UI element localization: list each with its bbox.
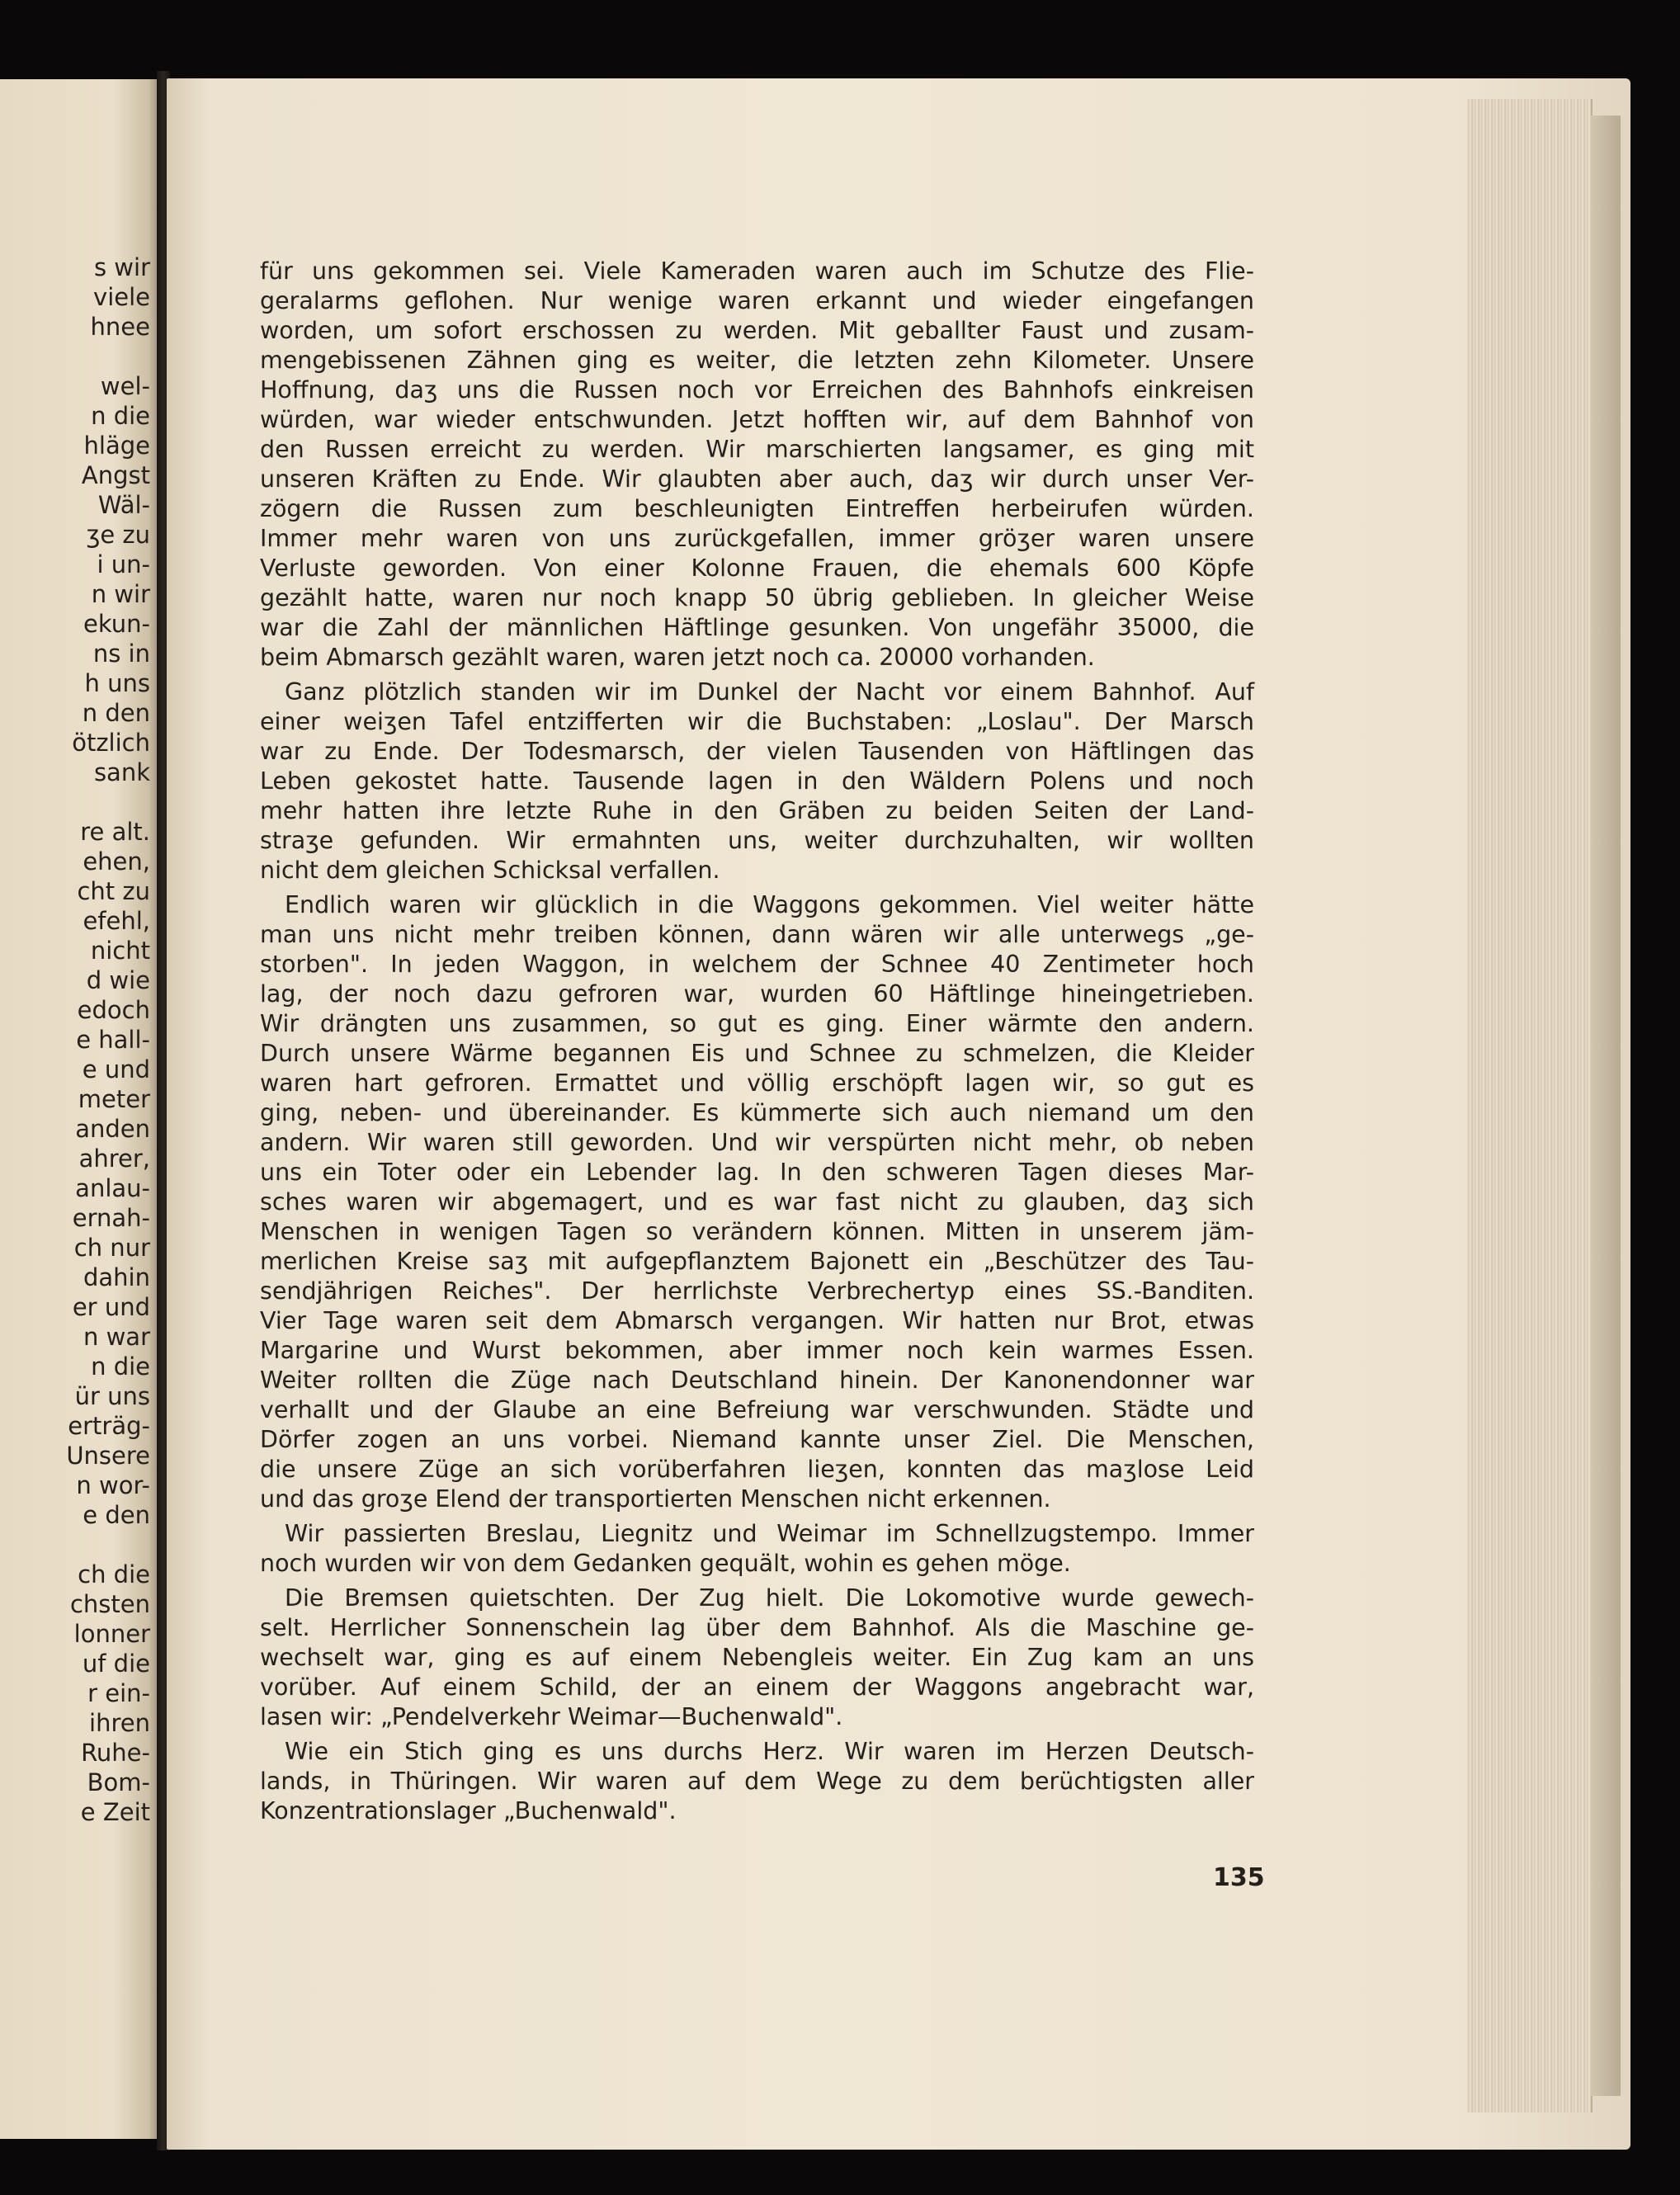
text-line: storben". In jeden Waggon, in welchem der Schnee 40 Zentimeter hoch	[260, 951, 1254, 978]
text-line: Weiter rollten die Züge nach Deutschland hinein. Der Kanonendonner war	[260, 1367, 1254, 1394]
left-page-line	[66, 342, 150, 371]
text-line: worden, um sofort erschossen zu werden. Mit geballter Faust und zusam-	[260, 317, 1254, 344]
text-line: Wie ein Stich ging es uns durchs Herz. Wir waren im Herzen Deutsch-	[285, 1738, 1254, 1765]
text-line: sendjährigen Reiches". Der herrlichste Verbrechertyp eines SS.-Banditen.	[260, 1277, 1254, 1305]
page-edges	[1467, 99, 1593, 2112]
left-page-line: cht zu	[77, 877, 150, 905]
text-line: und das groʒe Elend der transportierten Menschen nicht erkennen.	[260, 1485, 1051, 1513]
left-page-line: d wie	[86, 966, 150, 994]
left-page-text	[66, 253, 150, 1827]
main-text-block	[260, 257, 1254, 1831]
left-page-line: ahrer,	[78, 1145, 150, 1173]
left-page-line: n war	[83, 1323, 150, 1351]
text-line: vorüber. Auf einem Schild, der an einem der Waggons angebracht war,	[260, 1673, 1254, 1701]
left-page-line: Angst	[81, 461, 150, 489]
left-page-line: ch nur	[73, 1234, 150, 1262]
left-page-line: efehl,	[83, 907, 150, 935]
text-line: Menschen in wenigen Tagen so verändern können. Mitten in unserem jäm-	[260, 1218, 1254, 1245]
text-line: waren hart gefroren. Ermattet und völlig erschöpft lagen wir, so gut es	[260, 1069, 1254, 1097]
left-page-line: Wäl-	[97, 491, 150, 519]
text-line: lands, in Thüringen. Wir waren auf dem Wege zu dem berüchtigsten aller	[260, 1768, 1254, 1795]
left-page-line: n den	[82, 699, 150, 727]
text-line: ging, neben- und übereinander. Es kümmerte sich auch niemand um den	[260, 1099, 1254, 1126]
left-page-line: viele	[93, 283, 150, 311]
text-line: Wir passierten Breslau, Liegnitz und Weimar im Schnellzugstempo. Immer	[285, 1520, 1254, 1547]
text-line: sches waren wir abgemagert, und es war fast nicht zu glauben, daʒ sich	[260, 1188, 1254, 1216]
left-page-line: n die	[91, 402, 150, 430]
text-line: mehr hatten ihre letzte Ruhe in den Gräben zu beiden Seiten der Land-	[260, 797, 1254, 824]
left-page-line: ür uns	[74, 1382, 150, 1410]
text-line: lag, der noch dazu gefroren war, wurden 60 Häftlinge hineingetrieben.	[260, 980, 1254, 1008]
left-page-line: edoch	[77, 996, 150, 1024]
text-line: war zu Ende. Der Todesmarsch, der vielen Tausenden von Häftlingen das	[260, 738, 1254, 765]
left-page-line: nicht	[90, 937, 150, 965]
left-page-line: ekun-	[83, 610, 150, 638]
left-page-line: meter	[78, 1085, 150, 1113]
left-page-line: e den	[83, 1501, 150, 1529]
left-page-line: hnee	[90, 313, 150, 341]
text-line: die unsere Züge an sich vorüberfahren lieʒen, konnten das maʒlose Leid	[260, 1456, 1254, 1483]
left-page-line: erträg-	[68, 1412, 150, 1440]
text-line: Immer mehr waren von uns zurückgefallen, immer gröʒer waren unsere	[260, 525, 1254, 552]
left-page-line: e Zeit	[80, 1798, 150, 1826]
paragraph	[260, 1584, 1254, 1732]
left-page-line: ehen,	[83, 847, 150, 876]
text-line: wechselt war, ging es auf einem Nebengleis weiter. Ein Zug kam an uns	[260, 1644, 1254, 1671]
text-line: Durch unsere Wärme begannen Eis und Schnee zu schmelzen, die Kleider	[260, 1040, 1254, 1067]
book-cover-edge	[1591, 116, 1621, 2096]
left-page-line: s wir	[93, 253, 150, 281]
page-number: 135	[1213, 1863, 1265, 1892]
left-page-line: ʒe zu	[86, 521, 150, 549]
text-line: gezählt hatte, waren nur noch knapp 50 übrig geblieben. In gleicher Weise	[260, 584, 1254, 611]
left-page-line	[66, 1530, 150, 1560]
text-line: beim Abmarsch gezählt waren, waren jetzt noch ca. 20000 vorhanden.	[260, 644, 1095, 671]
left-page-line	[66, 787, 150, 817]
text-line: einer weiʒen Tafel entzifferten wir die Buchstaben: „Loslau". Der Marsch	[260, 708, 1254, 735]
paragraph	[260, 1519, 1254, 1579]
left-page-line: sank	[93, 758, 150, 786]
text-line: Vier Tage waren seit dem Abmarsch vergangen. Wir hatten nur Brot, etwas	[260, 1307, 1254, 1334]
paragraph	[260, 257, 1254, 673]
text-line: nicht dem gleichen Schicksal verfallen.	[260, 857, 720, 884]
left-page-line: wel-	[100, 372, 150, 400]
text-line: man uns nicht mehr treiben können, dann wären wir alle unterwegs „ge-	[260, 921, 1254, 948]
left-page-line: Unsere	[66, 1442, 150, 1470]
text-line: noch wurden wir von dem Gedanken gequält, wohin es gehen möge.	[260, 1550, 1071, 1577]
left-page-line: n wir	[91, 580, 150, 608]
left-page-line: e hall-	[76, 1026, 150, 1054]
left-page-line: ch die	[78, 1560, 150, 1588]
text-line: Konzentrationslager „Buchenwald".	[260, 1797, 677, 1824]
text-line: lasen wir: „Pendelverkehr Weimar—Buchenwald".	[260, 1703, 843, 1730]
text-line: Wir drängten uns zusammen, so gut es ging. Einer wärmte den andern.	[260, 1010, 1254, 1037]
text-line: für uns gekommen sei. Viele Kameraden waren auch im Schutze des Flie-	[260, 257, 1254, 285]
left-page-line: h uns	[84, 669, 150, 697]
left-page-line: n die	[91, 1352, 150, 1381]
text-line: andern. Wir waren still geworden. Und wir verspürten nicht mehr, ob neben	[260, 1129, 1254, 1156]
text-line: war die Zahl der männlichen Häftlinge gesunken. Von ungefähr 35000, die	[260, 614, 1254, 641]
left-page-line: uf die	[82, 1650, 150, 1678]
left-page-line: anden	[75, 1115, 150, 1143]
left-page-line: ötzlich	[72, 729, 150, 757]
left-page-line: re alt.	[80, 818, 150, 846]
text-line: Margarine und Wurst bekommen, aber immer noch kein warmes Essen.	[260, 1337, 1254, 1364]
left-page-line: chsten	[69, 1590, 150, 1618]
paragraph	[260, 677, 1254, 885]
text-line: Verluste geworden. Von einer Kolonne Frauen, die ehemals 600 Köpfe	[260, 555, 1254, 582]
text-line: Hoffnung, daʒ uns die Russen noch vor Erreichen des Bahnhofs einkreisen	[260, 376, 1254, 404]
text-line: geralarms geflohen. Nur wenige waren erkannt und wieder eingefangen	[260, 287, 1254, 314]
left-page	[0, 79, 162, 2139]
text-line: zögern die Russen zum beschleunigten Eintreffen herbeirufen würden.	[260, 495, 1254, 522]
text-line: würden, war wieder entschwunden. Jetzt hofften wir, auf dem Bahnhof von	[260, 406, 1254, 433]
left-page-line: lonner	[73, 1620, 150, 1648]
left-page-line: i un-	[97, 550, 150, 578]
left-page-line: anlau-	[75, 1174, 150, 1202]
text-line: Die Bremsen quietschten. Der Zug hielt. Die Lokomotive wurde gewech-	[285, 1584, 1254, 1612]
text-line: Ganz plötzlich standen wir im Dunkel der Nacht vor einem Bahnhof. Auf	[285, 678, 1254, 706]
left-page-line: hläge	[83, 432, 150, 460]
text-line: den Russen erreicht zu werden. Wir marschierten langsamer, es ging mit	[260, 436, 1254, 463]
text-line: straʒe gefunden. Wir ermahnten uns, weiter durchzuhalten, wir wollten	[260, 827, 1254, 854]
text-line: uns ein Toter oder ein Lebender lag. In den schweren Tagen dieses Mar-	[260, 1159, 1254, 1186]
text-line: Dörfer zogen an uns vorbei. Niemand kannte unser Ziel. Die Menschen,	[260, 1426, 1254, 1453]
left-page-line: ernah-	[72, 1204, 150, 1232]
text-line: verhallt und der Glaube an eine Befreiung war verschwunden. Städte und	[260, 1396, 1254, 1423]
text-line: Leben gekostet hatte. Tausende lagen in den Wäldern Polens und noch	[260, 767, 1254, 795]
left-page-line: r ein-	[87, 1679, 150, 1707]
left-page-line: ihren	[89, 1709, 150, 1737]
left-page-line: dahin	[83, 1263, 150, 1291]
text-line: mengebissenen Zähnen ging es weiter, die letzten zehn Kilometer. Unsere	[260, 347, 1254, 374]
left-page-line: e und	[82, 1055, 150, 1083]
paragraph	[260, 890, 1254, 1514]
left-page-line: ns in	[92, 640, 150, 668]
text-line: selt. Herrlicher Sonnenschein lag über dem Bahnhof. Als die Maschine ge-	[260, 1614, 1254, 1641]
text-line: unseren Kräften zu Ende. Wir glaubten aber auch, daʒ wir durch unser Ver-	[260, 465, 1254, 493]
left-page-line: Ruhe-	[81, 1739, 150, 1767]
paragraph	[260, 1737, 1254, 1826]
left-page-line: n wor-	[76, 1471, 150, 1499]
left-page-line: er und	[72, 1293, 150, 1321]
text-line: merlichen Kreise saʒ mit aufgepflanztem Bajonett ein „Beschützer des Tau-	[260, 1248, 1254, 1275]
left-page-line: Bom-	[87, 1768, 150, 1796]
text-line: Endlich waren wir glücklich in die Waggons gekommen. Viel weiter hätte	[285, 891, 1254, 918]
